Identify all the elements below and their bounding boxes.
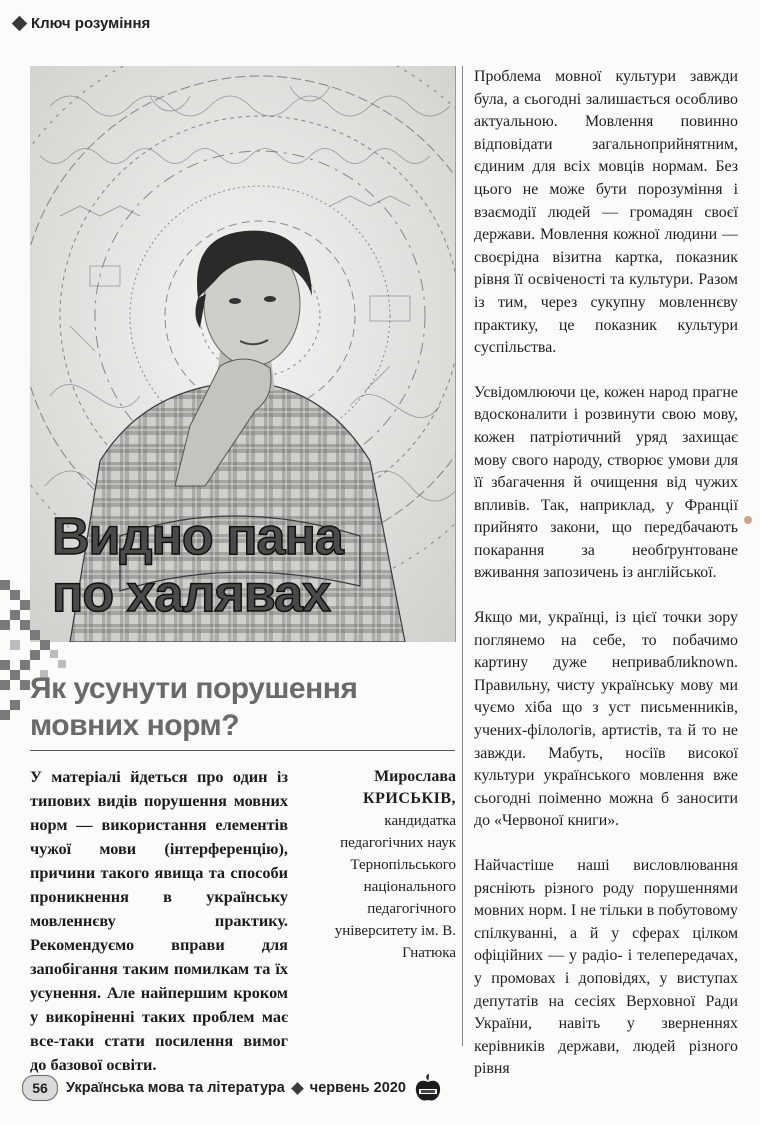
magazine-title: Українська мова та література: [66, 1080, 285, 1096]
section-header: [14, 12, 150, 34]
article-body: [474, 66, 738, 1103]
page-footer: [22, 1071, 442, 1105]
body-paragraph: Найчастіше наші висловлювання рясніють різного роду порушеннями мовних норм. І не тільки в побутовому спілкуванні, а й у сферах цілком офіційних — у радіо- і телепередачах, у промовах і доповідях, у виступах депутатів на сесіях Верховної Ради України, навіть у зверненнях керівників держави, людей різного рівня: [474, 857, 738, 1078]
body-paragraph: Якщо ми, українці, із цієї точки зору поглянемо на себе, то побачимо картину дуже неприваблиknown. Правильну, чисту українську мову ми чуємо хіба що з уст письменників, учених-філологів, артистів, та й то не завжди. Мабуть, носіїв високої культури українського мовлення вже сьогодні поіменно можна б заносити до «Червоної книги».: [474, 609, 738, 830]
article-subtitle: Як усунути порушення мовних норм?: [30, 672, 358, 742]
author-last-name: КРИСЬКІВ,: [363, 790, 456, 807]
apple-logo-icon: [414, 1073, 442, 1103]
body-paragraph: Усвідомлюючи це, кожен народ прагне вдосконалити і розвинути свою мову, кожен патріотичний уряд захищає мову свого народу, створює умови для її збагачення й очищення від чужих впливів. Так, наприклад, у Франції прийнято закони, що передбачають покарання за необґрунтоване вживання запозичень із англійської.: [474, 383, 738, 582]
page-number: 56: [22, 1075, 58, 1101]
body-paragraph: Проблема мовної культури завжди була, а сьогодні залишається особливо актуальною. Мовлення повинно відповідати загальноприйнятним, єдиним для всіх мовців нормам. Без цього не може бути порозуміння і взаємодії людей — громадян своєї держави. Мовлення кожної людини — своєрідна візитна картка, показник рівня її освіченості та культури. Разом із тим, через сукупну мовленнєву практику, це показник культури суспільства.: [474, 68, 738, 357]
hero-title-line-1: Видно пана: [52, 508, 343, 566]
hero-title-line-2: по халявах: [52, 565, 330, 623]
column-divider: [462, 66, 463, 1046]
section-label: Ключ розуміння: [31, 14, 151, 32]
author-first-name: Мирослава: [374, 768, 456, 785]
author-block: [298, 766, 456, 964]
author-affiliation: кандидатка педагогічних наук Тернопільського національного педагогічного університету ім. В. Гнатюка: [334, 813, 456, 961]
hero-illustration: [30, 66, 456, 642]
margin-mark: [744, 516, 752, 524]
subtitle-divider: [30, 750, 455, 751]
article-lead: У матеріалі йдеться про один із типових видів порушення мовних норм — використання елементів чужої мови (інтерференцію), причини такого явища та способи проникнення в українську мовленнєву практику. Рекомендуємо вправи для запобігання таким помилкам та їх усунення. Але найпершим кроком у викоріненні таких проблем має все-таки стати посилення вимог до базової освіти.: [30, 767, 288, 1074]
diamond-separator-icon: [291, 1082, 304, 1095]
diamond-bullet-icon: [12, 15, 28, 31]
issue-date: червень 2020: [309, 1080, 406, 1096]
